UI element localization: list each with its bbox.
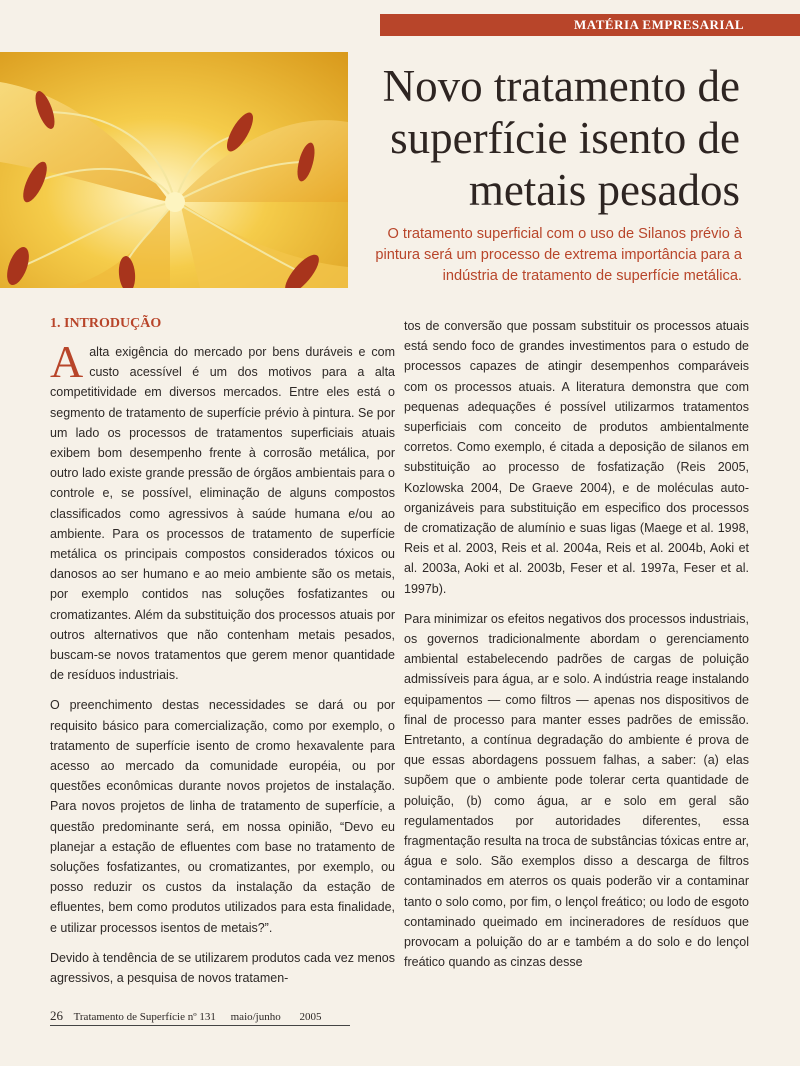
page-number: 26 xyxy=(50,1008,63,1023)
left-column xyxy=(50,314,395,998)
paragraph: Para minimizar os efeitos negativos dos processos industriais, os governos tradicionalmente abordam o gerenciamento ambiental estabelecendo padrões de cargas de poluição admissíveis para água, ar e solo. A indústria reage instalando equipamentos — como filtros — apenas nos dispositivos de final de processo para manter esses padrões de emissão. Entretanto, a contínua degradação do ambiente é prova de que essas abordagens possuem falhas, a saber: (a) elas supõem que o ambiente pode tolerar certa quantidade de poluição, (b) como água, ar e solo em geral são regulamentados por autoridades diferentes, essa fragmentação resulta na troca de substâncias tóxicas entre ar, água e solo. São exemplos disso a descarga de filtros contaminados em aterros os quais poderão vir a contaminar tanto o solo como, por fim, o lençol freático; ou lodo de esgoto contaminado queimado em incineradores de resíduos que provocam a poluição do ar e também a do solo e do lençol freático quando as cinzas desse xyxy=(404,611,749,970)
page-footer xyxy=(50,1007,350,1026)
paragraph: Devido à tendência de se utilizarem produtos cada vez menos agressivos, a pesquisa de novos tratamen- xyxy=(50,950,395,986)
subtitle-line: pintura será um processo de extrema importância para a xyxy=(375,247,742,263)
subtitle-line: indústria de tratamento de superfície metálica. xyxy=(442,268,742,284)
lily-flower-photo xyxy=(0,52,348,288)
lily-flower-illustration xyxy=(0,52,348,288)
issue-period: maio/junho xyxy=(230,1011,281,1023)
drop-cap: A xyxy=(50,336,84,387)
right-column xyxy=(404,316,749,983)
paragraph xyxy=(50,336,395,685)
title-line: superfície isento de xyxy=(390,113,740,163)
paragraph: O preenchimento destas necessidades se dará ou por requisito básico para comercialização, como por exemplo, o tratamento de superfície isento de cromo hexavalente para acesso ao mercado da comunidade européia, ou por questões econômicas durante novos projetos de instalação. Para novos projetos de linha de tratamento de superfície, a questão predominante será, em nossa opinião, “Devo eu planejar a estação de efluentes com base no tratamento de soluções fosfatizantes, ou cromatizantes, por exemplo, ou posso reduzir os custos da instalação da estação de efluentes, bem como produtos utilizados para esta finalidade, e utilizar processos isentos de metais?”. xyxy=(50,698,395,935)
section-label: MATÉRIA EMPRESARIAL xyxy=(380,14,800,36)
section-heading: 1. INTRODUÇÃO xyxy=(50,316,162,331)
paragraph: tos de conversão que possam substituir os processos atuais está sendo foco de grandes investimentos para o estudo de processos capazes de atingir desempenhos comparáveis com os processos atuais. A literatura demonstra que com pequenas adequações é possível utilizarmos tratamentos superficiais com conceito de produtos ambientalmente corretos. Como exemplo, é citada a deposição de silanos em substituição ao processo de fosfatização (Reis 2005, Kozlowska 2004, De Graeve 2004), e de moléculas auto-organizáveis para substituição em especifico dos processos de cromatização de alumínio e suas ligas (Maege et al. 1998, Reis et al. 2003, Reis et al. 2004a, Reis et al. 2004b, Aoki et al. 2003a, Aoki et al. 2003b, Feser et al. 1997a, Feser et al. 1997b). xyxy=(404,319,749,596)
article-title xyxy=(360,60,740,216)
magazine-name: Tratamento de Superfície nº 131 xyxy=(73,1011,216,1023)
subtitle-line: O tratamento superficial com o uso de Silanos prévio à xyxy=(387,226,742,242)
title-line: metais pesados xyxy=(468,165,740,215)
paragraph-text: alta exigência do mercado por bens duráveis e com custo acessível é um dos motivos para a alta competitividade em diversos mercados. Entre eles está o segmento de tratamento de superfície prévio à pintura. Se por um lado os processos de tratamentos superficiais atuais exibem bom desempenho frente à corrosão metálica, por outro lado existe grande pressão de órgãos ambientais para o controle e, se possível, eliminação de alguns compostos classificados como agressivos à saúde humana e/ou ao ambiente. Para os processos de tratamento de superfície metálica os principais compostos considerados tóxicos ou danosos ao ser humano e ao meio ambiente são os metais, por exemplo contidos nas soluções fosfatizantes ou cromatizantes. Além da substituição dos processos atuais por outros alternativos que não contenham metais pesados, buscam-se novos tratamentos que gerem menor quantidade de resíduos industriais. xyxy=(50,345,395,683)
title-line: Novo tratamento de xyxy=(382,61,740,111)
issue-year: 2005 xyxy=(299,1011,322,1023)
article-subtitle xyxy=(350,224,742,287)
